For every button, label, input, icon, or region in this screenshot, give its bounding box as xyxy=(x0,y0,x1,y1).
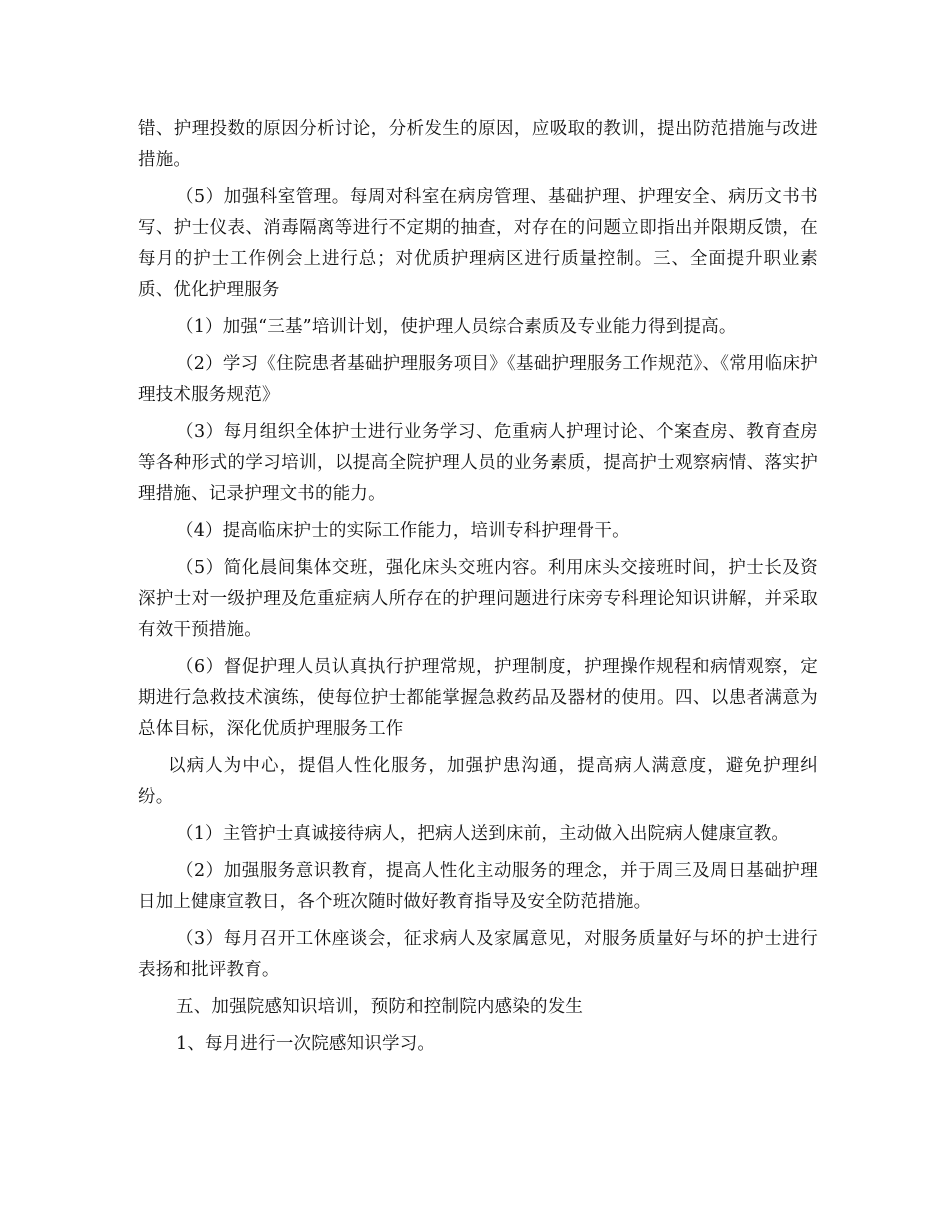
paragraph-4: （2）学习《住院患者基础护理服务项目》《基础护理服务工作规范》、《常用临床护理技术服务规范》 xyxy=(138,354,818,405)
paragraph-8: （6）督促护理人员认真执行护理常规，护理制度，护理操作规程和病情观察，定期进行急救技术演练，使每位护士都能掌握急救药品及器材的使用。四、以患者满意为总体目标，深化优质护理服务工作 xyxy=(138,657,818,739)
paragraph-13: 五、加强院感知识培训，预防和控制院内感染的发生 xyxy=(176,997,584,1017)
paragraph-1: 错、护理投数的原因分析讨论，分析发生的原因，应吸取的教训，提出防范措施与改进措施。 xyxy=(138,119,818,170)
paragraph-7: （5）简化晨间集体交班，强化床头交班内容。利用床头交接班时间，护士长及资深护士对一级护理及危重症病人所存在的护理问题进行床旁专科理论知识讲解，并采取有效干预措施。 xyxy=(138,558,818,640)
paragraph-10: （1）主管护士真诚接待病人，把病人送到床前，主动做入出院病人健康宣教。 xyxy=(176,824,790,844)
document-body xyxy=(138,114,818,1066)
paragraph-14: 1、每月进行一次院感知识学习。 xyxy=(176,1034,436,1054)
paragraph-3: （1）加强“三基”培训计划，使护理人员综合素质及专业能力得到提高。 xyxy=(176,317,737,337)
paragraph-9: 以病人为中心，提倡人性化服务，加强护患沟通，提高病人满意度，避免护理纠纷。 xyxy=(138,756,818,807)
paragraph-6: （4）提高临床护士的实际工作能力，培训专科护理骨干。 xyxy=(176,521,630,541)
paragraph-11: （2）加强服务意识教育，提高人性化主动服务的理念，并于周三及周日基础护理日加上健康宣教日，各个班次随时做好教育指导及安全防范措施。 xyxy=(138,861,818,912)
paragraph-12: （3）每月召开工休座谈会，征求病人及家属意见，对服务质量好与坏的护士进行表扬和批评教育。 xyxy=(138,929,818,980)
paragraph-5: （3）每月组织全体护士进行业务学习、危重病人护理讨论、个案查房、教育查房等各种形式的学习培训，以提高全院护理人员的业务素质，提高护士观察病情、落实护理措施、记录护理文书的能力。 xyxy=(138,422,818,504)
paragraph-2: （5）加强科室管理。每周对科室在病房管理、基础护理、护理安全、病历文书书写、护士仪表、消毒隔离等进行不定期的抽查，对存在的问题立即指出并限期反馈，在每月的护士工作例会上进行总；对优质护理病区进行质量控制。三、全面提升职业素质、优化护理服务 xyxy=(138,187,818,300)
